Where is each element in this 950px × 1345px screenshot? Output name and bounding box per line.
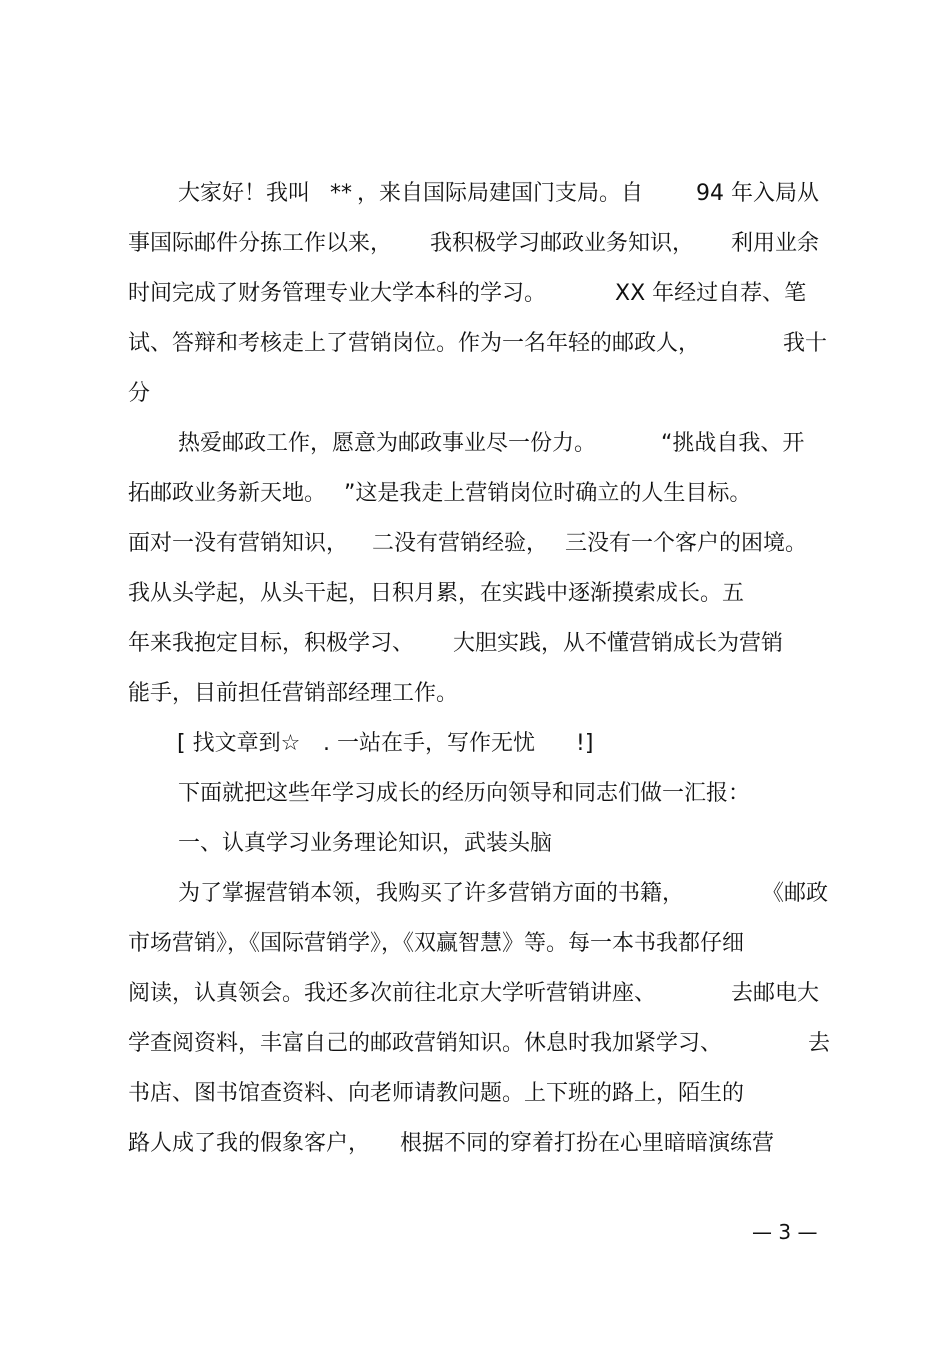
text-segment: “挑战自我、开 xyxy=(661,431,805,456)
text-line xyxy=(0,676,950,712)
text-segment: [ 找文章到☆ xyxy=(177,731,301,756)
text-segment: 事国际邮件分拣工作以来， xyxy=(128,231,393,256)
text-line xyxy=(0,826,950,862)
text-segment: 去邮电大 xyxy=(731,981,820,1006)
text-segment: 我积极学习邮政业务知识， xyxy=(430,231,695,256)
text-segment: 我十 xyxy=(783,331,828,356)
text-segment: 能手，目前担任营销部经理工作。 xyxy=(128,681,459,706)
text-line xyxy=(0,476,950,512)
text-segment: 《邮政 xyxy=(762,881,829,906)
text-segment: 大胆实践，从不懂营销成长为营销 xyxy=(453,631,784,656)
text-line xyxy=(0,726,950,762)
text-segment: 市场营销》，《国际营销学》，《双赢智慧》等。每一本书我都仔细 xyxy=(128,931,745,956)
text-segment: 我从头学起，从头干起，日积月累，在实践中逐渐摸索成长。五 xyxy=(128,581,745,606)
text-segment: 学查阅资料，丰富自己的邮政营销知识。休息时我加紧学习、 xyxy=(128,1031,723,1056)
text-segment: 大家好！我叫 xyxy=(178,181,317,206)
text-line xyxy=(0,226,950,262)
text-segment: 三没有一个客户的困境。 xyxy=(565,531,808,556)
text-line xyxy=(0,976,950,1012)
text-segment: ** xyxy=(330,181,352,206)
text-segment: 一、认真学习业务理论知识，武装头脑 xyxy=(178,831,553,856)
text-line xyxy=(0,326,950,362)
text-segment: 热爱邮政工作，愿意为邮政事业尽一份力。 xyxy=(178,431,597,456)
text-segment: 书店、图书馆查资料、向老师请教问题。上下班的路上，陌生的 xyxy=(128,1081,745,1106)
text-segment: 94 年入局从 xyxy=(696,181,819,206)
text-segment: . 一站在手，写作无忧 xyxy=(323,731,535,756)
text-line xyxy=(0,426,950,462)
text-line xyxy=(0,576,950,612)
text-segment: 年来我抱定目标，积极学习、 xyxy=(128,631,415,656)
text-line xyxy=(0,926,950,962)
text-segment: 试、答辩和考核走上了营销岗位。作为一名年轻的邮政人， xyxy=(128,331,701,356)
page-number: — 3 — xyxy=(752,1220,818,1244)
text-line xyxy=(0,1026,950,1062)
text-segment: 根据不同的穿着打扮在心里暗暗演练营 xyxy=(400,1131,775,1156)
text-segment: 下面就把这些年学习成长的经历向领导和同志们做一汇报： xyxy=(178,781,751,806)
text-line xyxy=(0,1076,950,1112)
text-line xyxy=(0,376,950,412)
text-line xyxy=(0,526,950,562)
text-segment: 时间完成了财务管理专业大学本科的学习。 xyxy=(128,281,547,306)
text-line xyxy=(0,776,950,812)
text-segment: ”这是我走上营销岗位时确立的人生目标。 xyxy=(344,481,752,506)
text-segment: 路人成了我的假象客户， xyxy=(128,1131,371,1156)
text-segment: XX 年经过自荐、笔 xyxy=(615,281,807,306)
text-segment: 面对一没有营销知识， xyxy=(128,531,349,556)
text-segment: 利用业余 xyxy=(731,231,820,256)
text-line xyxy=(0,876,950,912)
text-segment: 分 xyxy=(128,381,151,406)
text-line xyxy=(0,176,950,212)
text-segment: 二没有营销经验， xyxy=(372,531,549,556)
text-segment: 阅读，认真领会。我还多次前往北京大学听营销讲座、 xyxy=(128,981,657,1006)
text-line xyxy=(0,626,950,662)
text-line xyxy=(0,276,950,312)
text-segment: ，来自国际局建国门支局。自 xyxy=(357,181,644,206)
text-segment: 为了掌握营销本领，我购买了许多营销方面的书籍， xyxy=(178,881,685,906)
text-line xyxy=(0,1126,950,1162)
text-segment: !] xyxy=(576,731,594,756)
text-segment: 去 xyxy=(808,1031,831,1056)
text-segment: 拓邮政业务新天地。 xyxy=(128,481,327,506)
